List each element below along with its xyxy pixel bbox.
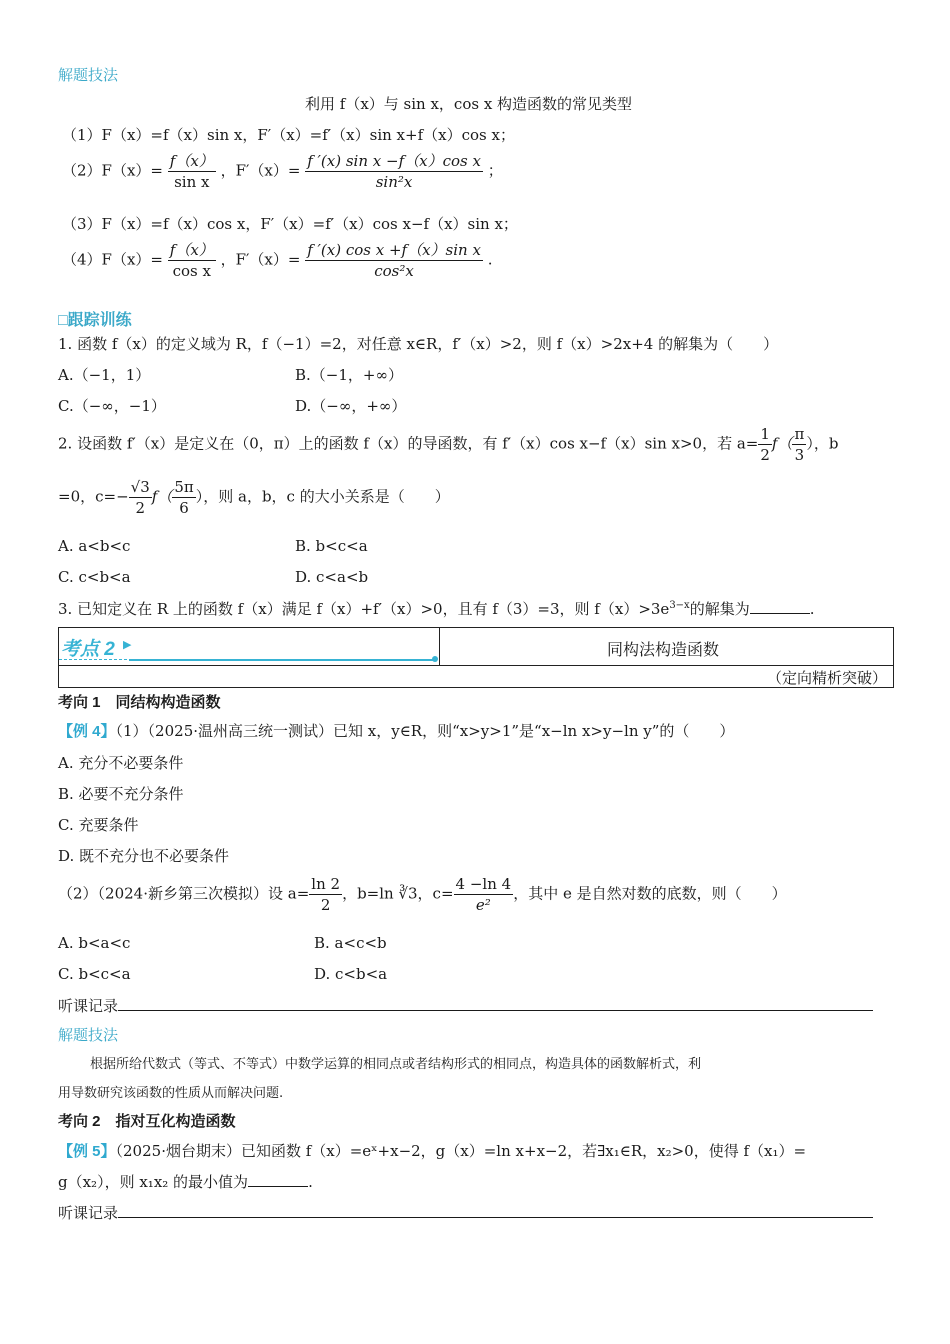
ex4-a-den: 2: [320, 896, 331, 914]
ex4-q1-option-c: C. 充要条件: [58, 816, 139, 834]
q2-sqrt-num: √3: [130, 478, 150, 496]
tip-label-2: 解题技法: [58, 1026, 119, 1044]
formula-4-end: .: [487, 250, 493, 269]
ex5-answer-blank[interactable]: [248, 1172, 308, 1187]
formula-4-rnum: f ′(x) cos x +f（x）sin x: [307, 241, 481, 259]
formula-2-num: f（x）: [169, 152, 214, 170]
q2-option-c: C. c<b<a: [58, 568, 131, 586]
ex4-q2-option-a: A. b<a<c: [58, 934, 131, 952]
formula-4-rden: cos²x: [374, 262, 414, 280]
listen-record-2: [58, 1202, 873, 1223]
question-2-line-2: [58, 478, 450, 517]
formula-2: [62, 152, 503, 191]
listen-line-2[interactable]: [118, 1203, 873, 1218]
training-heading: □跟踪训练: [58, 312, 132, 329]
example-5-text-1: （2025·烟台期末）已知函数 f（x）=eˣ+x−2，g（x）=ln x+x−2，若∃x₁∈R，x₂>0，使得 f（x₁）=: [115, 1142, 807, 1160]
listen-label-1: 听课记录: [58, 997, 119, 1015]
formula-4-frac-right: [305, 241, 483, 280]
formula-2-rnum: f ′(x) sin x −f（x）cos x: [307, 152, 481, 170]
ex4-q2-lead: （2）（2024·新乡第三次模拟）设 a=: [58, 884, 310, 903]
q3-exponent: 3−x: [669, 600, 690, 611]
q2-5pi-den: 6: [179, 499, 189, 517]
q1-option-b: B.（−1，+∞）: [295, 366, 403, 384]
formula-3: （3）F（x）=f（x）cos x，F′（x）=f′（x）cos x−f（x）sin x；: [62, 215, 518, 233]
example-5-tag: 【例 5】: [58, 1143, 116, 1160]
q2-line2-end: ），则 a，b，c 的大小关系是（ ）: [195, 487, 450, 506]
q2-f-open-2: f（: [151, 487, 173, 506]
kaodian-badge-cell: [59, 628, 440, 665]
q2-half-den: 2: [760, 446, 770, 464]
ex4-c-num: 4 −ln 4: [455, 875, 512, 893]
ex4-q2-option-c: C. b<c<a: [58, 965, 131, 983]
formula-4-frac-left: [168, 241, 216, 280]
q3-end: 的解集为: [689, 600, 750, 618]
badge-underline: [129, 659, 435, 661]
kaodian-badge: 考点 2: [61, 639, 115, 660]
question-1: 1. 函数 f（x）的定义域为 R，f（−1）=2，对任意 x∈R，f′（x）>2，则 f（x）>2x+4 的解集为（ ）: [58, 335, 779, 353]
kaodian-title: 同构法构造函数: [607, 642, 720, 659]
q2-5pi-num: 5π: [174, 478, 194, 496]
q2-pi-den: 3: [794, 446, 805, 464]
q2-line2-lead: =0，c=−: [58, 487, 129, 506]
formula-2-mid: ，F′（x）=: [220, 161, 301, 180]
badge-dot: [432, 656, 438, 662]
example-4-q1-text: （1）（2025·温州高三统一测试）已知 x，y∈R，则“x>y>1”是“x−ln x>y−ln y”的（ ）: [115, 722, 735, 740]
formula-4: [62, 241, 493, 280]
q2-line1-end: ），b: [806, 434, 839, 453]
direction-1-heading: 考向 1 同结构构造函数: [58, 694, 221, 711]
formula-4-den: cos x: [172, 262, 211, 280]
q2-half-frac: [758, 425, 772, 464]
listen-line-1[interactable]: [118, 996, 873, 1011]
tip-text-line-2: 用导数研究该函数的性质从而解决问题.: [58, 1086, 284, 1101]
q3-text: 3. 已知定义在 R 上的函数 f（x）满足 f（x）+f′（x）>0，且有 f（3）=3，则 f（x）>3e: [58, 600, 670, 618]
ex4-q2-end: ，其中 e 是自然对数的底数，则（ ）: [513, 884, 787, 903]
example-4-q1: [58, 720, 734, 741]
ex4-b-text: ，b=ln ∛3，c=: [342, 884, 454, 903]
q2-option-a: A. a<b<c: [58, 537, 131, 555]
q3-answer-blank[interactable]: [750, 599, 810, 614]
ex4-q2-option-b: B. a<c<b: [314, 934, 387, 952]
q2-pi-num: π: [794, 425, 805, 443]
listen-label-2: 听课记录: [58, 1204, 119, 1222]
kaodian-header: [58, 627, 894, 666]
q2-5pi-frac: [172, 478, 195, 517]
formula-2-frac-right: [305, 152, 483, 191]
tip-label: 解题技法: [58, 66, 119, 84]
listen-record-1: [58, 995, 873, 1016]
q1-option-c: C.（−∞，−1）: [58, 397, 166, 415]
question-2-line-1: [58, 425, 838, 464]
ex4-c-frac: [454, 875, 514, 914]
formula-1: （1）F（x）=f（x）sin x，F′（x）=f′（x）sin x+f（x）cos x；: [62, 126, 515, 144]
formula-2-rden: sin²x: [375, 173, 413, 191]
q2-sqrt-frac: [129, 478, 152, 517]
ex4-a-num: ln 2: [311, 875, 341, 893]
ex4-q1-option-b: B. 必要不充分条件: [58, 785, 184, 803]
kaodian-subheader: [58, 665, 894, 688]
q2-text: 2. 设函数 f′（x）是定义在（0，π）上的函数 f（x）的导函数，有 f′（x）cos x−f（x）sin x>0，若 a=: [58, 434, 759, 453]
tip-text-line-1: 根据所给代数式（等式、不等式）中数学运算的相同点或者结构形式的相同点，构造具体的函数解析式，利: [90, 1057, 702, 1072]
formula-title: 利用 f（x）与 sin x，cos x 构造函数的常见类型: [305, 95, 633, 113]
q2-option-b: B. b<c<a: [295, 537, 368, 555]
example-5-line-1: [58, 1140, 806, 1161]
ex4-q2-option-d: D. c<b<a: [314, 965, 388, 983]
q2-pi-frac: [792, 425, 806, 464]
q2-sqrt-den: 2: [135, 499, 145, 517]
triangle-icon: ▶: [123, 638, 132, 651]
ex4-a-frac: [309, 875, 342, 914]
kaodian-subtitle: （定向精析突破）: [766, 669, 887, 687]
example-5-line-2: [58, 1171, 313, 1192]
q1-option-d: D.（−∞，+∞）: [295, 397, 407, 415]
formula-4-lead: （4）F（x）=: [62, 250, 163, 269]
badge-dash: [59, 659, 127, 660]
direction-2-heading: 考向 2 指对互化构造函数: [58, 1113, 236, 1130]
formula-2-den: sin x: [174, 173, 210, 191]
q2-f-open: f（: [771, 434, 793, 453]
q2-option-d: D. c<a<b: [295, 568, 369, 586]
q1-option-a: A.（−1，1）: [58, 366, 151, 384]
formula-2-end: ；: [487, 161, 503, 180]
ex4-q1-option-a: A. 充分不必要条件: [58, 754, 184, 772]
example-5-text-2: g（x₂），则 x₁x₂ 的最小值为: [58, 1173, 249, 1191]
q2-half-num: 1: [760, 425, 770, 443]
example-4-q2: [58, 875, 787, 914]
example-4-tag: 【例 4】: [58, 723, 116, 740]
formula-2-lead: （2）F（x）=: [62, 161, 163, 180]
ex4-q1-option-d: D. 既不充分也不必要条件: [58, 847, 230, 865]
formula-4-mid: ，F′（x）=: [220, 250, 301, 269]
ex4-c-den: e²: [475, 896, 491, 914]
question-3: 3. 已知定义在 R 上的函数 f（x）满足 f（x）+f′（x）>0，且有 f（3）=3，则 $f(x)>3e^{3-x}$的解集为 .: [58, 600, 815, 618]
example-5-end: .: [308, 1173, 313, 1191]
formula-2-frac-left: [168, 152, 216, 191]
formula-4-num: f（x）: [169, 241, 214, 259]
